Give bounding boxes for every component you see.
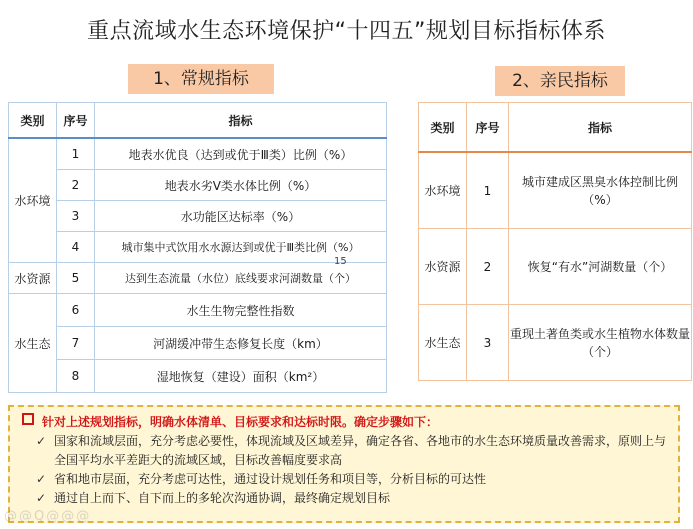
list-item-text: 省和地市层面，充分考虑可达性，通过设计规划任务和项目等，分析目标的可达性 bbox=[54, 472, 487, 486]
number-cell: 6 bbox=[57, 294, 95, 327]
steps-list bbox=[20, 432, 668, 508]
table-row bbox=[9, 360, 387, 393]
indicator-cell: 恢复“有水”河湖数量（个） bbox=[509, 229, 692, 305]
steps-note-box bbox=[8, 405, 680, 523]
number-cell: 3 bbox=[57, 201, 95, 232]
number-cell: 2 bbox=[57, 170, 95, 201]
header-category: 类别 bbox=[419, 103, 467, 153]
indicator-cell: 湿地恢复（建设）面积（km²） bbox=[95, 360, 387, 393]
indicator-cell: 河湖缓冲带生态修复长度（km） bbox=[95, 327, 387, 360]
category-cell: 水资源 bbox=[9, 263, 57, 294]
indicator-cell: 水功能区达标率（%） bbox=[95, 201, 387, 232]
number-cell: 1 bbox=[57, 138, 95, 170]
header-number: 序号 bbox=[467, 103, 509, 153]
header-indicator: 指标 bbox=[95, 103, 387, 139]
indicator-cell: 城市建成区黑臭水体控制比例（%） bbox=[509, 152, 692, 229]
table-row bbox=[419, 305, 692, 381]
checkmark-icon: ✓ bbox=[36, 472, 47, 486]
list-item-text: 通过自上而下、自下而上的多轮次沟通协调，最终确定规划目标 bbox=[54, 491, 391, 505]
indicator-cell: 城市集中式饮用水水源达到或优于Ⅲ类比例（%） bbox=[95, 232, 387, 263]
indicator-cell: 水生生物完整性指数 bbox=[95, 294, 387, 327]
table-header-row bbox=[419, 103, 692, 153]
number-cell: 5 bbox=[57, 263, 95, 294]
category-cell: 水生态 bbox=[419, 305, 467, 381]
header-category: 类别 bbox=[9, 103, 57, 139]
checkmark-icon: ✓ bbox=[36, 434, 47, 448]
indicator-cell: 地表水劣Ⅴ类水体比例（%） bbox=[95, 170, 387, 201]
page-number: 15 bbox=[334, 256, 347, 267]
table-row bbox=[9, 263, 387, 294]
list-item bbox=[36, 470, 668, 489]
number-cell: 1 bbox=[467, 152, 509, 229]
table-row bbox=[9, 232, 387, 263]
category-cell: 水环境 bbox=[9, 138, 57, 263]
table-row bbox=[9, 138, 387, 170]
table-row bbox=[9, 170, 387, 201]
table-row bbox=[419, 152, 692, 229]
watermark: @@Q@@@ bbox=[4, 509, 92, 524]
page-title: 重点流域水生态环境保护“十四五”规划目标指标体系 bbox=[87, 19, 606, 44]
note-heading-text: 针对上述规划指标，明确水体清单、目标要求和达标时限。确定步骤如下： bbox=[42, 415, 439, 429]
square-bullet-icon bbox=[22, 413, 34, 425]
table-row bbox=[9, 294, 387, 327]
indicator-cell: 地表水优良（达到或优于Ⅲ类）比例（%） bbox=[95, 138, 387, 170]
list-item-text: 国家和流域层面，充分考虑必要性，体现流域及区域差异，确定各省、各地市的水生态环境质量改善需求，原则上与全国平均水平差距大的流域区域，目标改善幅度要求高 bbox=[54, 434, 667, 467]
section1-label: 1、常规指标 bbox=[128, 64, 274, 94]
header-indicator: 指标 bbox=[509, 103, 692, 153]
indicator-cell: 重现土著鱼类或水生植物水体数量（个） bbox=[509, 305, 692, 381]
number-cell: 8 bbox=[57, 360, 95, 393]
indicator-cell: 达到生态流量（水位）底线要求河湖数量（个） bbox=[95, 263, 387, 294]
category-cell: 水环境 bbox=[419, 152, 467, 229]
number-cell: 2 bbox=[467, 229, 509, 305]
category-cell: 水资源 bbox=[419, 229, 467, 305]
header-number: 序号 bbox=[57, 103, 95, 139]
table-header-row bbox=[9, 103, 387, 139]
list-item bbox=[36, 432, 668, 470]
checkmark-icon: ✓ bbox=[36, 491, 47, 505]
number-cell: 3 bbox=[467, 305, 509, 381]
number-cell: 4 bbox=[57, 232, 95, 263]
category-cell: 水生态 bbox=[9, 294, 57, 393]
number-cell: 7 bbox=[57, 327, 95, 360]
table-row bbox=[419, 229, 692, 305]
note-heading bbox=[20, 413, 668, 432]
table-row bbox=[9, 327, 387, 360]
public-indicators-table bbox=[418, 102, 692, 381]
list-item bbox=[36, 489, 668, 508]
section2-label: 2、亲民指标 bbox=[495, 66, 625, 96]
table-row bbox=[9, 201, 387, 232]
regular-indicators-table bbox=[8, 102, 387, 393]
